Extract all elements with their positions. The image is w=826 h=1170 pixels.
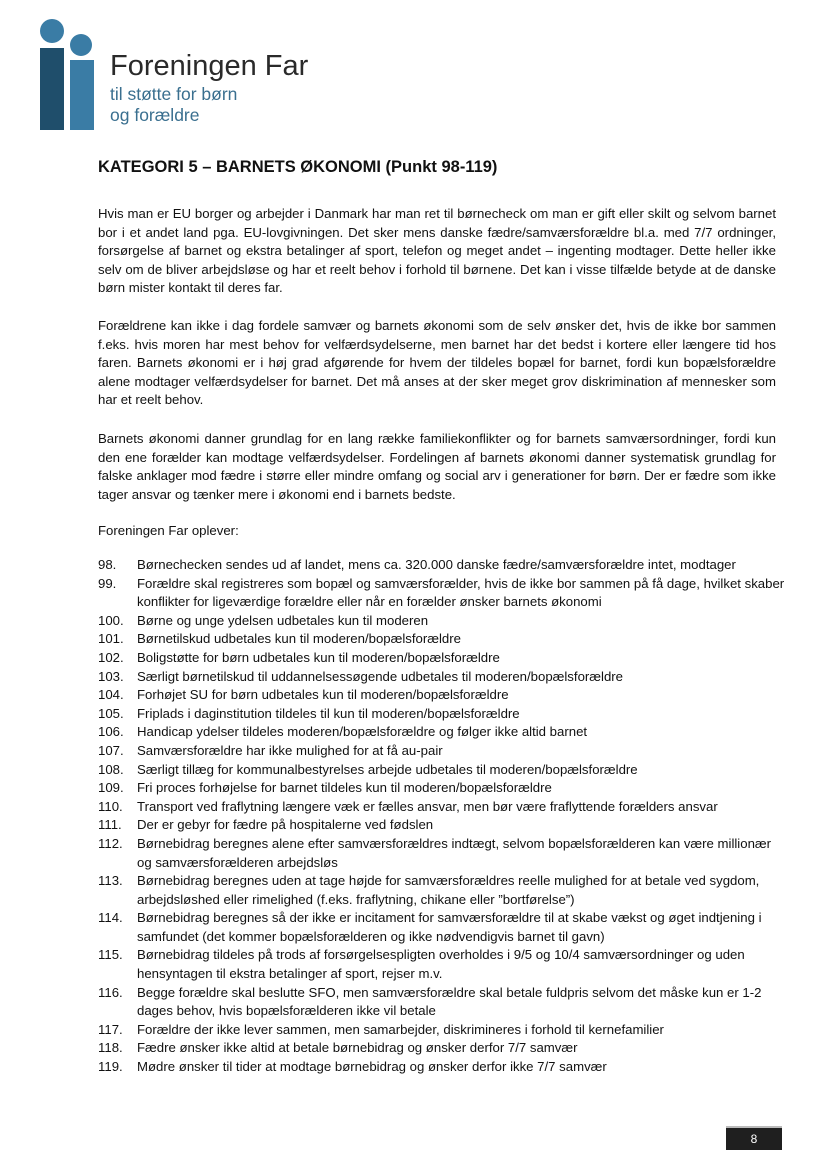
list-item-text: Transport ved fraflytning længere væk er fælles ansvar, men bør være fraflyttende forælders ansvar — [137, 798, 718, 814]
list-item — [98, 761, 788, 780]
list-item — [98, 668, 788, 687]
page-number: 8 — [726, 1128, 782, 1150]
list-item-text: Særligt børnetilskud til uddannelsessøgende udbetales til moderen/bopælsforældre — [137, 668, 624, 684]
list-item — [98, 686, 788, 705]
list-item-text: Børnebidrag tildeles på trods af forsørgelsespligten overholdes i 9/5 og 10/4 samværsordninger og uden hensyntagen til ekstra betalinger af sport, rejser m.v. — [137, 947, 745, 982]
list-item — [98, 575, 788, 612]
section-heading: KATEGORI 5 – BARNETS ØKONOMI (Punkt 98-119) — [98, 158, 498, 176]
list-item — [98, 1058, 788, 1077]
logo-title: Foreningen Far — [110, 50, 309, 82]
list-item-text: Friplads i daginstitution tildeles til kun til moderen/bopælsforældre — [137, 705, 520, 721]
list-item-number: 102. — [98, 649, 124, 665]
list-item — [98, 556, 788, 575]
paragraph-1: Hvis man er EU borger og arbejder i Danmark har man ret til børnecheck om man er gift eller skilt og selvom barnet bor i et andet land pga. EU-lovgivningen. Det sker mens danske fædre/samværsforældre bl.a. med 7/7 ordninger, forsørgelse af barnet og ekstra betalinger af sport, telefon og meget andet – ingenting modtager. Dette heller ikke selv om de bliver arbejdsløse og har et reelt behov i forhold til børnene. Det kan i visse tilfælde betyde at de danske børn mister kontakt til deres far. — [98, 206, 776, 296]
list-item-number: 119. — [98, 1059, 123, 1075]
logo-subtitle-line-2: og forældre — [110, 105, 200, 125]
list-item-text: Fædre ønsker ikke altid at betale børnebidrag og ønsker derfor 7/7 samvær — [137, 1040, 578, 1056]
list-item-number: 99. — [98, 575, 117, 591]
list-item-number: 108. — [98, 761, 124, 777]
list-item — [98, 872, 788, 909]
list-item-number: 112. — [98, 835, 123, 851]
list-item — [98, 779, 788, 798]
list-item-number: 114. — [98, 910, 123, 926]
list-item-number: 118. — [98, 1040, 123, 1056]
list-item-number: 105. — [98, 705, 124, 721]
list-item-number: 104. — [98, 687, 124, 703]
list-item-number: 109. — [98, 780, 124, 796]
list-item — [98, 1021, 788, 1040]
list-intro: Foreningen Far oplever: — [98, 523, 239, 538]
list-item-text: Forældre der ikke lever sammen, men samarbejder, diskrimineres i forhold til kernefamilier — [137, 1021, 664, 1037]
list-item-text: Børnebidrag beregnes så der ikke er incitament for samværsforældre til at skabe vækst og øget indtjening i samfundet (det kommer bopælsforælderen og ikke nødvendigvis barnet til gavn) — [137, 910, 762, 944]
logo-subtitle — [110, 84, 237, 126]
list-item-number: 113. — [98, 873, 123, 889]
list-item-number: 100. — [98, 612, 124, 628]
logo-subtitle-line-1: til støtte for børn — [110, 84, 238, 104]
list-item — [98, 1039, 788, 1058]
paragraph-2: Forældrene kan ikke i dag fordele samvær og barnets økonomi som de selv ønsker det, hvis de ikke bor sammen f.eks. hvis moren har mest behov for velfærdsydelserne, men barnet har det bedst i kortere eller længere tid hos faren. Barnets økonomi er i høj grad afgørende for hvem der tildeles bopæl for barnet, fordi kun bopælsforældre alene modtager velfærdsydelser for barnet. Det må anses at der sker meget grov diskrimination af mennesker som har et reelt behov. — [98, 318, 776, 408]
list-item — [98, 984, 788, 1021]
list-item-number: 107. — [98, 742, 124, 758]
list-item-number: 98. — [98, 557, 117, 572]
list-item-text: Handicap ydelser tildeles moderen/bopælsforældre og følger ikke altid barnet — [137, 724, 588, 740]
list-item-text: Begge forældre skal beslutte SFO, men samværsforældre skal betale fuldpris selvom det måske kun er 1-2 dages behov, hvis bopælsforælderen ikke vil betale — [137, 984, 762, 1019]
list-item-number: 106. — [98, 724, 124, 740]
list-item-text: Mødre ønsker til tider at modtage børnebidrag og ønsker derfor ikke 7/7 samvær — [137, 1059, 607, 1075]
list-item-text: Boligstøtte for børn udbetales kun til moderen/bopælsforældre — [137, 649, 500, 665]
logo — [38, 18, 318, 130]
list-item-text: Forhøjet SU for børn udbetales kun til moderen/bopælsforældre — [137, 687, 509, 703]
list-item — [98, 612, 788, 631]
list-item — [98, 723, 788, 742]
list-item — [98, 909, 788, 946]
list-item-text: Fri proces forhøjelse for barnet tildeles kun til moderen/bopælsforældre — [137, 780, 552, 796]
list-item-number: 116. — [98, 984, 123, 1000]
list-item — [98, 816, 788, 835]
list-item-text: Særligt tillæg for kommunalbestyrelses arbejde udbetales til moderen/bopælsforældre — [137, 761, 638, 777]
list-item-text: Børnebidrag beregnes uden at tage højde for samværsforældres reelle mulighed for at betale ved sygdom, arbejdsløshed eller rimelighed (f.eks. fraflytning, chikane eller ”bortførelse”) — [137, 873, 760, 907]
paragraph-3: Barnets økonomi danner grundlag for en lang række familiekonflikter og for barnets samværsordninger, fordi kun den ene forælder kan modtage velfærdsydelser. Fordelingen af barnets økonomi danner systematisk grundlag for falske anklager mod fædre i større eller mindre omfang og social arv i generationer for børn. Der er fædre som ikke tager ansvar og tænker mere i økonomi end i barnets bedste. — [98, 431, 776, 502]
list-item-text: Børnebidrag beregnes alene efter samværsforældres indtægt, selvom bopælsforælderen kan være millionær og samværsforælderen arbejdsløs — [137, 835, 772, 870]
list-item-number: 101. — [98, 631, 124, 647]
foreningen-far-logo-icon — [38, 18, 104, 130]
list-item-number: 103. — [98, 668, 124, 684]
list-item-text: Forældre skal registreres som bopæl og samværsforælder, hvis de ikke bor sammen på få dage, hvilket skaber konflikter for ligeværdige forældre eller når en forælder ønsker barnets økonomi — [137, 575, 785, 610]
numbered-list — [98, 556, 788, 1077]
list-item-text: Samværsforældre har ikke mulighed for at få au-pair — [137, 742, 443, 758]
list-item-text: Der er gebyr for fædre på hospitalerne ved fødslen — [137, 817, 434, 833]
list-item-text: Børnechecken sendes ud af landet, mens ca. 320.000 danske fædre/samværsforældre intet, modtager — [137, 557, 736, 572]
list-item — [98, 630, 788, 649]
list-item — [98, 946, 788, 983]
list-item-text: Børnetilskud udbetales kun til moderen/bopælsforældre — [137, 631, 461, 647]
list-item-number: 110. — [98, 798, 123, 814]
list-item-number: 117. — [98, 1021, 123, 1037]
list-item — [98, 798, 788, 817]
list-item — [98, 835, 788, 872]
list-item — [98, 649, 788, 668]
list-item — [98, 742, 788, 761]
list-item-number: 115. — [98, 947, 123, 963]
list-item-text: Børne og unge ydelsen udbetales kun til moderen — [137, 612, 429, 628]
list-item — [98, 705, 788, 724]
list-item-number: 111. — [98, 817, 122, 833]
